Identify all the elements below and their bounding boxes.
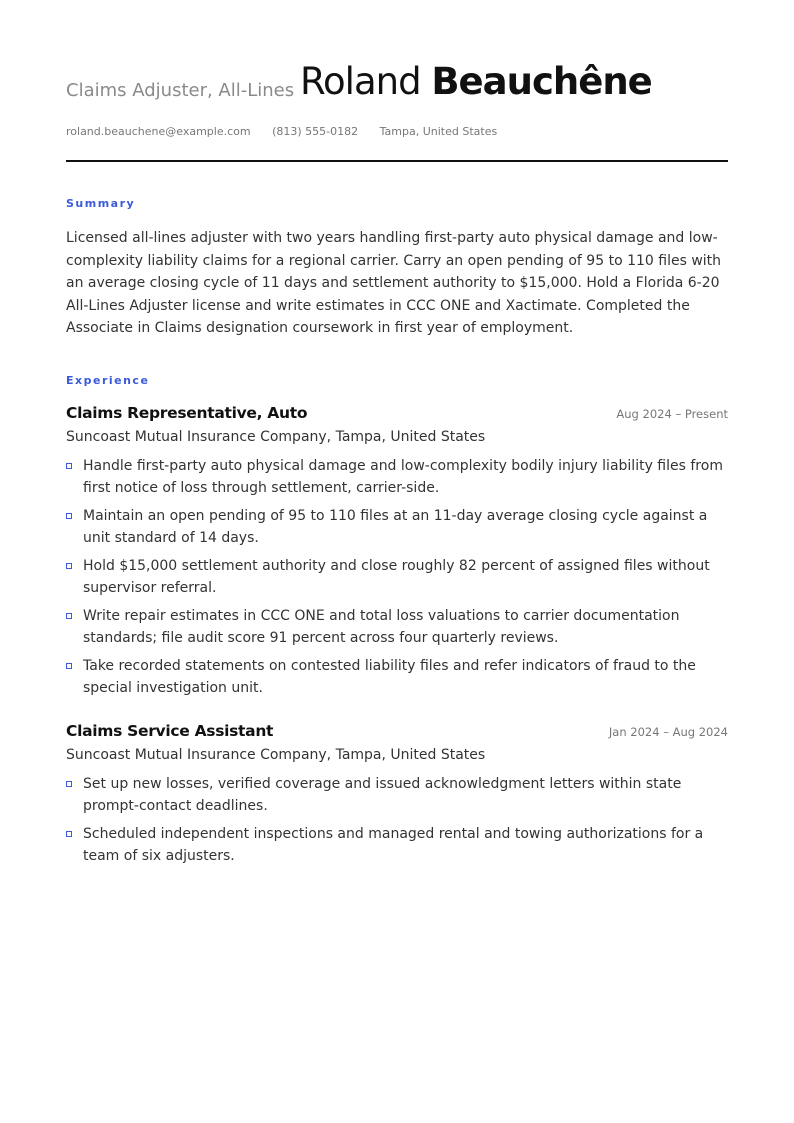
header-divider — [66, 160, 728, 162]
bullet-item — [66, 555, 728, 599]
contact-line — [66, 125, 515, 138]
job-role: Claims Representative, Auto — [66, 404, 308, 422]
bullet-text: Take recorded statements on contested liability files and refer indicators of fraud to the special investigation unit. — [83, 658, 696, 696]
bullet-item — [66, 655, 728, 699]
candidate-name — [300, 60, 652, 103]
job-title: Claims Adjuster, All-Lines — [66, 80, 295, 101]
summary-heading: Summary — [66, 197, 136, 210]
bullet-text: Handle first-party auto physical damage and low-complexity bodily injury liability files from first notice of loss through settlement, carrier-side. — [83, 458, 723, 496]
contact-email[interactable]: roland.beauchene@example.com — [66, 125, 251, 138]
job-company: Suncoast Mutual Insurance Company, Tampa, United States — [66, 747, 486, 763]
job-entry-2 — [66, 722, 728, 873]
square-bullet-icon — [66, 463, 72, 469]
square-bullet-icon — [66, 831, 72, 837]
bullet-item — [66, 505, 728, 549]
job-bullets — [66, 455, 728, 699]
square-bullet-icon — [66, 563, 72, 569]
bullet-item — [66, 455, 728, 499]
first-name: Roland — [300, 60, 421, 103]
contact-phone[interactable]: (813) 555-0182 — [272, 125, 359, 138]
job-dates: Jan 2024 – Aug 2024 — [608, 725, 728, 739]
bullet-text: Scheduled independent inspections and managed rental and towing authorizations for a team of six adjusters. — [83, 826, 704, 864]
square-bullet-icon — [66, 613, 72, 619]
bullet-text: Hold $15,000 settlement authority and close roughly 82 percent of assigned files without supervisor referral. — [83, 558, 710, 596]
bullet-item — [66, 823, 728, 867]
job-dates: Aug 2024 – Present — [616, 407, 728, 421]
bullet-text: Set up new losses, verified coverage and issued acknowledgment letters within state prompt-contact deadlines. — [83, 776, 682, 814]
square-bullet-icon — [66, 663, 72, 669]
square-bullet-icon — [66, 513, 72, 519]
resume-header — [66, 60, 728, 110]
contact-location: Tampa, United States — [379, 125, 498, 138]
summary-text: Licensed all-lines adjuster with two years handling first-party auto physical damage and low-complexity liability claims for a regional carrier. Carry an open pending of 95 to 110 files with an average closing cycle of 11 days and settlement authority to $15,000. Hold a Florida 6-20 All-Lines Adjuster license and write estimates in CCC ONE and Xactimate. Completed the Associate in Claims designation coursework in first year of employment. — [66, 230, 722, 337]
square-bullet-icon — [66, 781, 72, 787]
experience-heading: Experience — [66, 374, 150, 387]
bullet-item — [66, 773, 728, 817]
bullet-item — [66, 605, 728, 649]
bullet-text: Maintain an open pending of 95 to 110 files at an 11-day average closing cycle against a unit standard of 14 days. — [83, 508, 708, 546]
job-company: Suncoast Mutual Insurance Company, Tampa, United States — [66, 429, 486, 445]
job-bullets — [66, 773, 728, 867]
job-role: Claims Service Assistant — [66, 722, 274, 740]
job-entry-1 — [66, 404, 728, 705]
last-name: Beauchêne — [431, 60, 652, 103]
job-header — [66, 722, 728, 744]
job-header — [66, 404, 728, 426]
bullet-text: Write repair estimates in CCC ONE and total loss valuations to carrier documentation standards; file audit score 91 percent across four quarterly reviews. — [83, 608, 680, 646]
